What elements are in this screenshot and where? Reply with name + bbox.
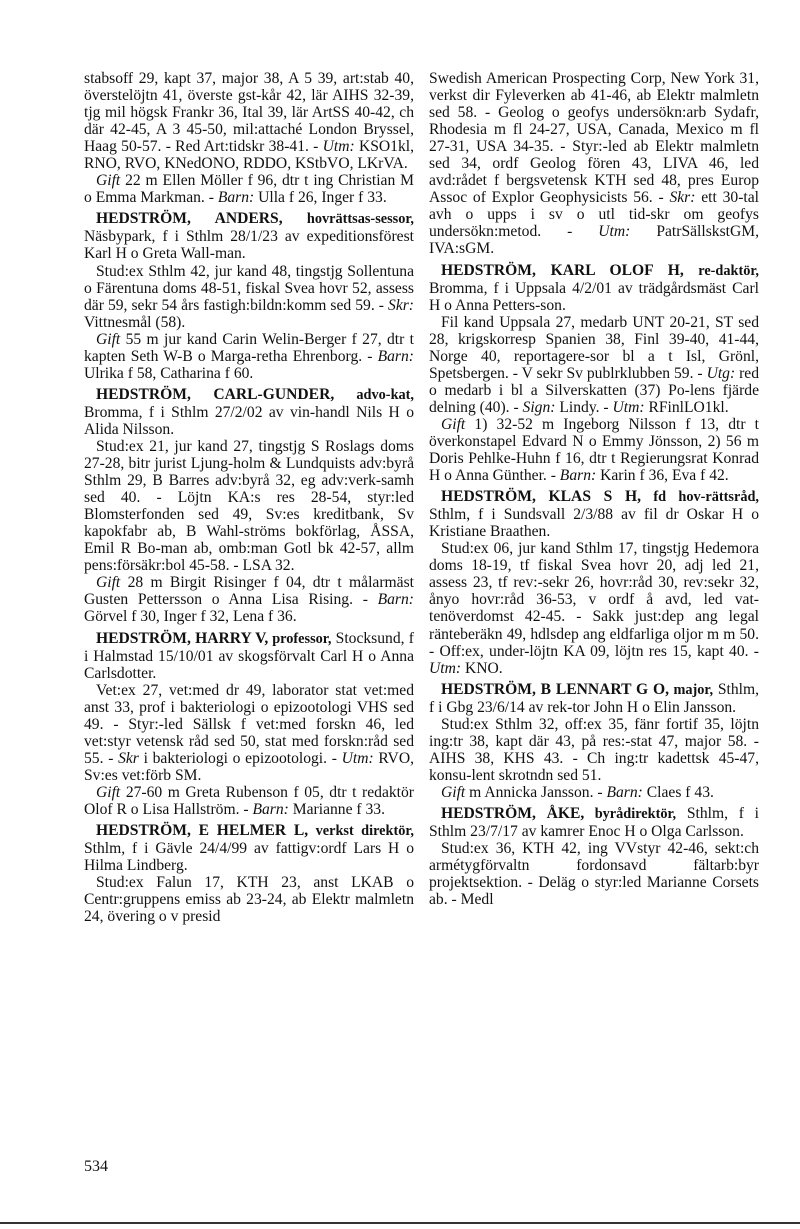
entry-text: ett 30-tal avh o upps i sv o utl tid-skr om geofys undersökn:metod. - [429,189,759,241]
right-column [429,70,759,908]
entry-heading-paragraph [429,262,759,314]
entry-text: Vet:ex 27, vet:med dr 49, laborator stat vet:med anst 33, prof i bakteriologi o epizootologi VHS sed 49. - Styr:-led Sällsk f vet:med forskn 46, led vet:styr vetensk råd sed 50, stat med forskn:råd sed 55. - [84,681,414,767]
entry-text: 27-60 m Greta Rubenson f 05, dtr t redaktör Olof R o Lisa Hallström. - [84,783,414,818]
entry-text: Sthlm, f i Gbg 23/6/14 av rek-tor John H o Elin Jansson. [429,680,759,716]
person-title: advo-kat, [334,386,415,403]
entry-paragraph [429,70,759,258]
section-keyword: Barn: [377,347,414,365]
entry-text: RVO, Sv:es vet:förb SM. [84,749,414,784]
entry-text: Sthlm, f i Gävle 24/4/99 av fattigv:ordf Lars H o Hilma Lindberg. [84,840,414,875]
section-keyword: Utm: [612,398,645,416]
entry-text: Stud:ex Falun 17, KTH 23, anst LKAB o Centr:gruppens emiss ab 23-24, ab Elektr malmletn 24, övering o v presid [84,874,414,926]
section-keyword: Gift [441,415,466,433]
entry-text: Stud:ex 06, jur kand Sthlm 17, tingstjg Hedemora doms 18-19, tf fiskal Svea hovr 20, adj led 21, assess 23, tf rev:-sekr 26, hovr:råd 30, rev:sekr 32, ånyo hovr:råd 36-53, v ordf å avd, led vat-tenöverdomst 42-45. - Sakk just:dep ang legal ränteberäkn 49, hdlsdep ang eldfarliga oljor m m 50. - Off:ex, under-löjtn KA 09, löjtn res 15, kapt 40. - [429,540,759,660]
entry-paragraph [84,331,414,382]
entry-text: Stocksund, f i Halmstad 15/10/01 av skogsförvalt Carl H o Anna Carlsdotter. [84,629,414,682]
entry-paragraph [84,784,414,818]
entry-text: Ulrika f 58, Catharina f 60. [84,364,254,382]
entry-text: Görvel f 30, Inger f 32, Lena f 36. [84,608,297,626]
person-name: HEDSTRÖM, KLAS S H, [441,488,642,506]
section-keyword: Gift [96,330,121,348]
biography-entry [84,822,414,925]
entry-text: Swedish American Prospecting Corp, New York 31, verkst dir Fyleverken ab 41-46, ab Elektr malmletn sed 58. - Geolog o geofys undersökn:arb Sydafr, Rhodesia m fl 24-27, USA, Canada, Mexico m fl 27-31, USA 34-35. - Styr:-led ab Elektr malmletn sed 34, ordf Geolog fören 43, LIVA 46, led avd:rådet f bergsvetensk KTH sed 48, pres Europ Assoc of Explor Geophysicists 56. - [429,70,759,207]
entry-text: Stud:ex 21, jur kand 27, tingstjg S Roslags doms 27-28, bitr jurist Ljung-holm & Lundquists adv:byrå Sthlm 29, B Barres adv:byrå 32, eg adv:verk-samh sed 40. - Löjtn KA:s res 28-54, styr:led Blomsterfonden sed 49, Sv:es kreditbank, Sv kapokfabr ab, B Wahl-ströms bokförlag, ÅSSA, Emil R Bo-man ab, omb:man Gotl bk 42-57, allm pens:försäkr:bol 45-58. - LSA 32. [84,437,414,575]
entry-text: Näsbypark, f i Sthlm 28/1/23 av expeditionsförest Karl H o Greta Wall-man. [84,228,414,263]
entry-text: KSO1kl, RNO, RVO, KNedONO, RDDO, KStbVO, LKrVA. [84,138,415,173]
person-name: HEDSTRÖM, CARL-GUNDER, [96,385,335,403]
person-name: HEDSTRÖM, ÅKE, [441,804,585,822]
section-keyword: Utm: [429,659,462,677]
entry-paragraph [429,540,759,676]
entry-text: 1) 32-52 m Ingeborg Nilsson f 13, dtr t överkonstapel Edvard N o Emmy Jönsson, 2) 56 m Doris Pehlke-Huhn f 16, dtr t Regierungsrat Konrad H o Anna Günther. - [429,415,759,485]
entry-text: Marianne f 33. [288,800,386,818]
section-keyword: Sign: [522,398,556,416]
entry-text: Ulla f 26, Inger f 33. [254,189,387,207]
entry-text: Vittnesmål (58). [84,313,186,331]
section-keyword: Barn: [559,467,597,485]
entry-text: Sthlm, f i Sundsvall 2/3/88 av fil dr Oskar H o Kristiane Braathen. [429,506,759,541]
section-keyword: Gift [96,172,121,190]
entry-text: m Annicka Jansson. - [465,783,607,801]
entry-paragraph [84,574,414,625]
section-keyword: Gift [96,783,121,801]
entry-paragraph [429,840,759,908]
entry-text: Bromma, f i Sthlm 27/2/02 av vin-handl Nils H o Alida Nilsson. [84,403,414,438]
section-keyword: Barn: [606,783,643,801]
entry-paragraph [429,314,759,416]
section-keyword: Utm: [322,138,355,156]
entry-text: 28 m Birgit Risinger f 04, dtr t målarmäst Gusten Pettersson o Anna Lisa Rising. - [84,574,414,609]
entry-continuation [429,70,759,258]
section-keyword: Barn: [217,189,255,207]
person-title: verkst direktör, [308,823,414,840]
entry-heading-paragraph [84,822,414,874]
entry-paragraph [84,438,414,574]
entry-text: Stud:ex Sthlm 32, off:ex 35, fänr fortif 35, löjtn ing:tr 38, kapt där 43, på res:-stat 47, major 58. - AIHS 38, KHS 43. - Ch ing:tr kadettsk 45-47, konsu-lent skrotndn sed 51. [429,715,759,784]
entry-text: 55 m jur kand Carin Welin-Berger f 27, dtr t kapten Seth W-B o Marga-retha Ehrenborg. - [84,330,414,365]
entry-heading-paragraph [84,210,414,262]
entry-heading-paragraph [429,805,759,840]
section-keyword: Gift [441,783,466,801]
section-keyword: Skr: [669,189,696,207]
entry-text: i bakteriologi o epizootologi. - [138,749,342,767]
section-keyword: Utg: [706,364,736,382]
entry-continuation [84,70,414,206]
person-name: HEDSTRÖM, HARRY V, [96,629,269,647]
person-name: HEDSTRÖM, ANDERS, [96,210,283,228]
entry-text: Sthlm, f i Sthlm 23/7/17 av kamrer Enoc H o Olga Carlsson. [429,804,759,841]
person-name: HEDSTRÖM, KARL OLOF H, [441,261,684,279]
biography-entry [429,805,759,908]
person-title: fd hov-rättsråd, [641,489,759,506]
person-name: HEDSTRÖM, B LENNART G O, [441,680,669,698]
entry-text: RFinlLO1kl. [644,398,729,416]
person-title: byrådirektör, [584,805,677,822]
entry-heading-paragraph [429,488,759,540]
entry-text: Claes f 43. [642,783,714,801]
entry-text: KNO. [461,659,503,677]
section-keyword: Skr [118,749,139,767]
entry-text: 22 m Ellen Möller f 96, dtr t ing Christian M o Emma Markman. - [84,172,414,207]
entry-paragraph [429,716,759,784]
person-title: major, [669,681,714,698]
section-keyword: Skr: [388,296,414,314]
entry-text: Lindy. - [555,398,613,416]
section-keyword: Gift [96,574,121,592]
entry-paragraph [84,682,414,784]
entry-paragraph [84,172,414,206]
entry-text: PatrSällskstGM, IVA:sGM. [429,223,759,258]
biography-entry [429,681,759,801]
page-number: 534 [84,1158,108,1175]
person-title: re-daktör, [683,262,759,279]
biography-entry [84,210,414,381]
section-keyword: Barn: [377,591,414,609]
entry-heading-paragraph [429,681,759,716]
left-column [84,70,414,925]
entry-text: Stud:ex Sthlm 42, jur kand 48, tingstjg Sollentuna o Färentuna doms 48-51, fiskal Svea hovr 52, assess där 59, sekr 54 års fastigh:bildn:komm sed 59. - [84,262,414,314]
section-keyword: Utm: [341,749,374,767]
entry-paragraph [84,874,414,925]
entry-paragraph [84,70,414,172]
entry-paragraph [84,263,414,331]
section-keyword: Barn: [252,800,289,818]
entry-heading-paragraph [84,630,414,682]
biography-entry [84,630,414,819]
entry-paragraph [429,416,759,484]
person-name: HEDSTRÖM, E HELMER L, [96,822,309,840]
entry-text: Karin f 36, Eva f 42. [596,467,729,485]
entry-text: red o medarb i bl a Silverskatten (37) Po-lens fjärde delning (40). - [429,364,760,416]
entry-text: Stud:ex 36, KTH 42, ing VVstyr 42-46, sekt:ch armétygförvaltn fordonsavd fältarb:byr projektsektion. - Deläg o styr:led Marianne Corsets ab. - Medl [429,840,759,909]
biography-entry [429,488,759,677]
biography-entry [429,262,759,485]
entry-heading-paragraph [84,386,414,438]
biography-entry [84,386,414,626]
entry-paragraph [429,784,759,801]
entry-text: stabsoff 29, kapt 37, major 38, A 5 39, art:stab 40, överstelöjtn 41, överste gst-kår 42, lär AIHS 32-39, tjg mil högsk Frankr 36, Ital 39, lär ArtSS 40-42, ch där 42-45, A 3 45-50, mil:attaché London Bryssel, Haag 50-57. - Red Art:tidskr 38-41. - [84,70,414,156]
bottom-border [0,1222,800,1224]
person-title: professor, [268,630,332,647]
entry-text: Fil kand Uppsala 27, medarb UNT 20-21, ST sed 28, krigskorresp Spanien 38, Finl 39-40, 41-44, Norge 40, reportagere-sor bl a t Isl, Grönl, Spetsbergen. - V sekr Sv publrklubben 59. - [429,313,759,382]
person-title: hovrättsas-sessor, [282,211,414,228]
section-keyword: Utm: [598,223,631,241]
entry-text: Bromma, f i Uppsala 4/2/01 av trädgårdsmäst Carl H o Anna Petters-son. [429,279,759,314]
